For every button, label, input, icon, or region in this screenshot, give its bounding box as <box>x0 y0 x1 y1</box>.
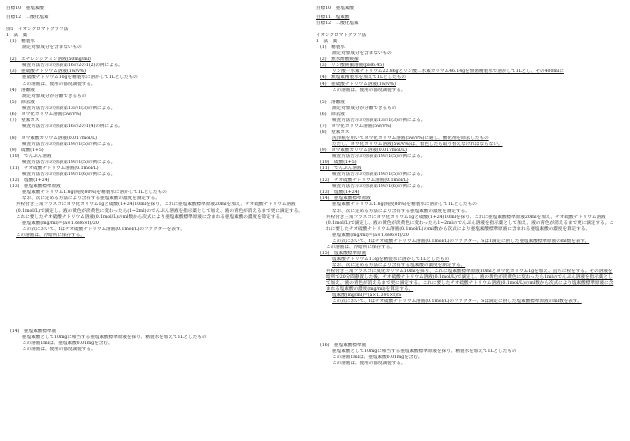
text-line: 検査方法告示の別表第16の2の1(2)の例による。 <box>22 63 123 69</box>
text-line: 塩素酸ナトリウム1.3gを精製水に溶かして1Lとしたもの <box>332 256 450 262</box>
right-column <box>316 6 616 436</box>
text-line: この溶液は、使用の都度調製する。 <box>332 361 406 367</box>
right-header-line-1: 目標10 亜塩素酸 <box>316 6 355 11</box>
right-reagent-list <box>316 33 616 208</box>
text-line: この溶液は、使用の都度調製する。 <box>332 87 406 93</box>
text-line: (9) ヨウ素酸カリウム溶液(0.017mol/L) <box>320 148 407 154</box>
text-line: 検査方法告示の別表第19の1(5)の例による。 <box>332 172 426 178</box>
text-line: (11) チオ硫酸ナトリウム溶液(0.1mol/L) <box>10 166 99 172</box>
left-para-2: 共栓付き三角フラスコにヨウ化カリウム1gと硫酸(1+24)10mlを採り、これに亜塩素酸標準原液20mlを加え、チオ硫酸ナトリウム溶液(0.1mol/L)で滴定し、液の黄色が淡黄色に変わったら(1~2ml)のでんぷん溶液を指示薬として加え、液の青色が消えるまで更に滴定する。これに要したチオ硫酸ナトリウム溶液(0.1mol/L)のml数から次式により亜塩素酸標準原液に含まれる亜塩素酸の濃度を算定する。 <box>16 202 303 220</box>
text-line: 1 試 薬 <box>6 33 28 39</box>
text-line: なお、次に定める方法により含有する塩素酸の濃度を測定する。 <box>332 262 466 268</box>
left-formula: 亜塩素酸(mg/ml)=(a×1.686×f)/20 <box>22 220 99 226</box>
text-line: イオンクロマトグラフ法 <box>316 33 367 39</box>
text-line: 検査方法告示の別表第19の1(6)の例による。 <box>22 172 116 178</box>
text-line: 検査方法告示の別表第19の1(5)の例による。 <box>22 141 116 147</box>
text-line: (1) 精製水 <box>10 39 35 45</box>
left-para-4: この溶液は、冷暗所に保存する。 <box>16 232 85 238</box>
text-line: 洗浄瓶を用いてヨウ化カリウム溶液(5w/v%)に通し、酸化剤を除去したもの <box>332 135 489 141</box>
text-line: 検査方法告示の別表第19の1(6)の例による。 <box>332 184 426 190</box>
right-para-4: この溶液は、冷暗所に保存する。 <box>326 244 395 250</box>
text-line: 亜硫酸ナトリウム10gを精製水に溶かして1Lとしたもの <box>22 75 138 81</box>
left-standard-solution <box>6 329 306 353</box>
text-line: この溶液1mlは、亜塩素酸0.01mgを含む。 <box>22 340 113 346</box>
text-line: (7) ヨウ化カリウム溶液(5w/v%) <box>320 123 392 129</box>
right-para-6: この式において、fはチオ硫酸ナトリウム溶液(0.1mol/L)のファクター、Sは滴定に供した塩素酸標準原液のml数を表す。 <box>332 299 582 305</box>
text-line: 測定対象成分が分離できるもの <box>22 93 87 99</box>
right-standard-solution <box>316 343 616 367</box>
right-para-1: なお、次に定める方法により含有する亜塩素酸の濃度を測定する。 <box>332 208 470 214</box>
text-line: (14) 亜塩素酸標準液 <box>10 328 57 334</box>
text-line: この溶液は、使用の都度調製する。 <box>22 81 96 87</box>
text-line: (2) 無水酢酸緩衝 <box>320 57 359 63</box>
text-line: 検査方法告示の別表第13の1(3)の例による。 <box>22 105 116 111</box>
right-header-line-2: 目標11 塩素酸 <box>316 15 350 21</box>
right-para-5: 共栓付き三角フラスコに臭化カリウム10mlを採り、これに塩素酸標準原液10mlとヨウ化カリウム1gを加え、直ちに栓をする。その溶液を暗所で20分間静置した後、チオ硫酸ナトリウム溶液(0.1mol/L)で滴定し、液の黄色が淡黄色に変わったら1mlのでんぷん溶液を指示薬として加え、液の青色が消えるまで更に滴定する。これに要したチオ硫酸ナトリウム溶液(0.1mol/L)のml数から次式により塩素酸標準原液に含まれる塩素酸の濃度(mg/ml)を算定する。 <box>326 268 614 293</box>
right-para-3: この式において、fはチオ硫酸ナトリウム溶液(0.1mol/L)のファクター、Sは1滴定に供した亜塩素酸標準原液のml数を表す。 <box>332 238 590 244</box>
text-line: (3) リン酸緩衝溶液(pH6.45) <box>320 63 385 69</box>
text-line: (13) 亜塩素酸標準原液 <box>10 184 61 190</box>
text-line: (16) 亜塩素酸標準液 <box>320 343 367 349</box>
text-line: (10) でんぷん溶液 <box>10 154 52 160</box>
text-line: (6) 除去液 <box>320 111 345 117</box>
text-line: (9) 硫酸(1+5) <box>10 148 44 154</box>
text-line: 別1 イオンクロマトグラフ法 <box>6 27 69 33</box>
text-line: (4) 亜硫酸ナトリウム溶液(1w/v%) <box>320 81 396 87</box>
text-line: 亜塩素酸ナトリウム1.8g(純度80%)を精製水に溶かして1Lとしたもの <box>332 202 477 208</box>
right-formula-2: 塩素酸(mg/ml)=(a×1.391×f)/S <box>332 293 402 299</box>
right-header-line-3: 目標12 二酸化塩素 <box>316 21 359 27</box>
left-column <box>6 6 306 436</box>
left-reagent-list <box>6 27 306 196</box>
text-line: (5) 除去液 <box>10 99 35 105</box>
text-line: (11) でんぷん溶液 <box>320 166 362 172</box>
left-para-3: この式において、fはチオ硫酸ナトリウム溶液(0.1mol/L)のファクターを表す。 <box>22 226 185 232</box>
text-line: (1) 精製水 <box>320 45 345 51</box>
text-line: (12) チオ硫酸ナトリウム溶液(0.1mol/L) <box>320 178 409 184</box>
right-chlorate-stock <box>316 251 616 269</box>
text-line: (6) ヨウ化カリウム溶液(5w/v%) <box>10 111 82 117</box>
text-line: 測定対象成分を含まないもの <box>22 45 82 51</box>
text-line: ただし、ヨウ化カリウム溶液(5w/v%)は、着色したら取り替えなければならない。 <box>332 141 503 147</box>
text-line: 測定対象成分を含まないもの <box>332 51 392 57</box>
text-line: 亜塩素酸として10mgに相当する亜塩素酸標準原液を採り、精製水を加えて1Lとしたもの <box>332 349 517 355</box>
text-line: (12) 塩酸(1+24) <box>10 178 50 184</box>
text-line: この溶液1mlは、亜塩素酸0.01mgを含む。 <box>332 355 423 361</box>
text-line: 検査方法告示の別表第16の2の1(4)の例による。 <box>22 123 123 129</box>
text-line: (14) 亜塩素酸標準原液 <box>320 196 371 202</box>
text-line: 亜塩素酸ナトリウム1.8g(純度80%)を精製水に溶かして1Lとしたもの <box>22 190 167 196</box>
left-header-line-2: 目標12 二酸化塩素 <box>6 15 49 21</box>
left-para-1: なお、次に定める方法により含有する亜塩素酸の濃度を測定する。 <box>22 196 160 202</box>
text-line: 1 試 薬 <box>316 39 338 45</box>
text-line: (13) 塩酸(1+24) <box>320 190 360 196</box>
right-formula: 亜塩素酸(mg/ml)=(a×1.686×f)/20 <box>332 232 409 238</box>
text-line: (5) 溶離液 <box>320 99 345 105</box>
text-line: (3) 亜硫酸ナトリウム溶液(1w/v%) <box>10 69 86 75</box>
text-line: (8) 窒素ガス <box>320 129 350 135</box>
text-line: (4) 溶離液 <box>10 87 35 93</box>
text-line: (4) 無塩素精製水を加えて1Lとしたもの <box>320 75 406 81</box>
text-line: 亜塩素酸として10mgに相当する亜塩素酸標準原液を採り、精製水を加えて1Lとしたもの <box>22 334 207 340</box>
text-line: 検査方法告示の別表第19の1(5)の例による。 <box>332 154 426 160</box>
text-line: (10) 硫酸(1+5) <box>320 160 357 166</box>
text-line: (7) 窒素ガス <box>10 117 40 123</box>
text-line: 測定対象成分が分離できるもの <box>332 105 397 111</box>
text-line: リン酸一水素ナトリウム22.86gとリン酸二水素カリウム46.14gを無菌精製水で溶かして1Lとし、その400mlに <box>332 69 564 75</box>
left-header-line-1: 目標10 亜塩素酸 <box>6 6 45 11</box>
text-line: 検査方法告示の別表第13の1(3)の例による。 <box>332 117 426 123</box>
right-para-2: 共栓付き三角フラスコにヨウ化カリウム1gと硫酸(1+24)10mlを採り、これに亜塩素酸標準原液20mlを加え、チオ硫酸ナトリウム溶液(0.1mol/L)で滴定し、液の黄色が淡黄色に変わったら1~2mlのでんぷん溶液を指示薬として加え、液の青色が消えるまで更に滴定する。これに要したチオ硫酸ナトリウム溶液(0.1mol/L)のml数から次式により亜塩素酸標準原液に含まれる亜塩素酸の濃度を算定する。 <box>326 214 614 232</box>
text-line: 検査方法告示の別表第19の1(5)の例による。 <box>22 160 116 166</box>
text-line: (2) エチレンジアミン溶液(50mg/ml) <box>10 57 91 63</box>
text-line: (15) 塩素酸標準原液 <box>320 250 367 256</box>
text-line: (8) ヨウ素酸カリウム溶液(0.017mol/L) <box>10 135 97 141</box>
text-line: この溶液は、使用の都度調製する。 <box>22 346 96 352</box>
